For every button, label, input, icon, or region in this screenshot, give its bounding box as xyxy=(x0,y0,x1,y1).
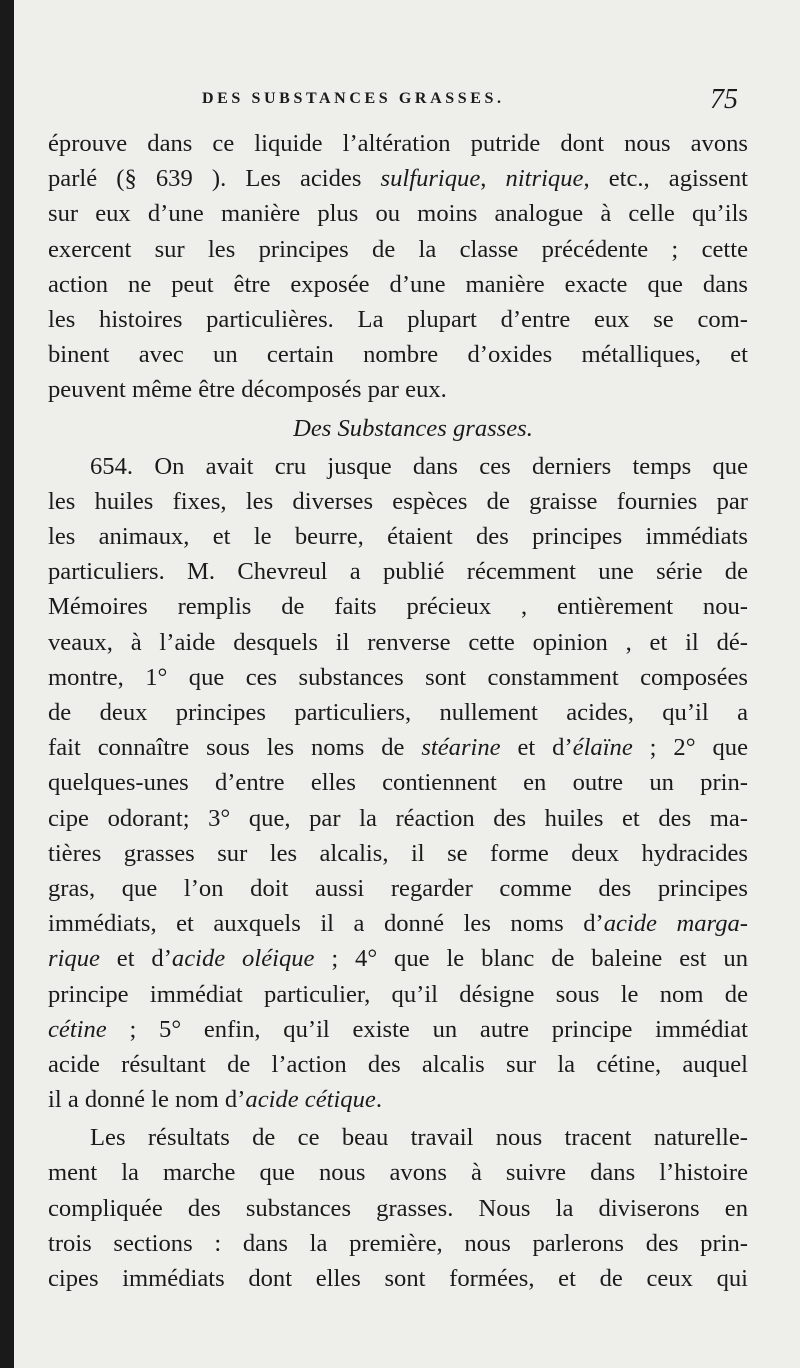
text-line: cipe odorant; 3° que, par la réaction des huiles et des ma- xyxy=(48,804,748,832)
text-run: et d’ xyxy=(500,734,573,762)
text-run: , etc., agissent xyxy=(583,165,749,193)
text-line xyxy=(48,1082,748,1117)
page-number: 75 xyxy=(710,84,738,115)
text-line: tières grasses sur les alcalis, il se forme deux hydracides xyxy=(48,839,748,867)
text-line xyxy=(48,730,748,765)
text-line xyxy=(48,941,748,976)
text-line: compliquée des substances grasses. Nous la diviserons en xyxy=(48,1194,748,1222)
italic-term: sulfurique xyxy=(380,165,481,193)
text-line: gras, que l’on doit aussi regarder comme des principes xyxy=(48,874,748,902)
text-run: , xyxy=(480,165,506,193)
text-line: Les résultats de ce beau travail nous tracent naturelle- xyxy=(90,1124,748,1152)
paragraph-3 xyxy=(48,1120,748,1296)
text-line: de deux principes particuliers, nullement acides, qu’il a xyxy=(48,699,748,726)
text-line xyxy=(48,161,748,196)
text-line: les huiles fixes, les diverses espèces de graisse fournies par xyxy=(48,487,748,515)
paragraph-1 xyxy=(48,126,748,408)
text-line: action ne peut être exposée d’une manière exacte que dans xyxy=(48,270,748,298)
italic-term: acide marga- xyxy=(603,910,748,938)
text-run: . xyxy=(375,1086,382,1114)
italic-term: acide cétique xyxy=(245,1086,376,1114)
text-line: les histoires particulières. La plupart d’entre eux se com- xyxy=(48,305,748,333)
italic-term: nitrique xyxy=(505,165,584,193)
text-line: cipes immédiats dont elles sont formées, et de ceux qui xyxy=(48,1265,748,1292)
italic-term: élaïne xyxy=(572,734,633,762)
text-line: quelques-unes d’entre elles contiennent en outre un prin- xyxy=(48,769,748,797)
text-line: binent avec un certain nombre d’oxides métalliques, et xyxy=(48,341,748,369)
italic-term: acide oléique xyxy=(171,945,315,973)
text-line: éprouve dans ce liquide l’altération putride dont nous avons xyxy=(48,130,748,157)
text-run: il a donné le nom d’ xyxy=(48,1086,246,1114)
text-line: exercent sur les principes de la classe précédente ; cette xyxy=(48,235,748,263)
text-line: trois sections : dans la première, nous parlerons des prin- xyxy=(48,1229,748,1257)
section-title: Des Substances grasses. xyxy=(293,414,533,442)
text-line: acide résultant de l’action des alcalis sur la cétine, auquel xyxy=(48,1050,748,1078)
paragraph-2 xyxy=(48,449,748,1118)
text-run: et d’ xyxy=(99,945,172,973)
text-line xyxy=(48,1012,748,1047)
text-run: ; 5° enfin, qu’il existe un autre principe immédiat xyxy=(106,1015,748,1043)
text-line: les animaux, et le beurre, étaient des principes immédiats xyxy=(48,523,748,551)
text-line: ment la marche que nous avons à suivre dans l’histoire xyxy=(48,1159,748,1187)
italic-term: stéarine xyxy=(421,734,501,762)
text-run: fait connaître sous les noms de xyxy=(48,734,422,762)
body-text xyxy=(48,126,748,1296)
text-run: ; 4° que le blanc de baleine est un xyxy=(314,945,748,973)
text-line: particuliers. M. Chevreul a publié récemment une série de xyxy=(48,558,748,586)
text-run: parlé (§ 639 ). Les acides xyxy=(48,165,381,193)
text-line: sur eux d’une manière plus ou moins analogue à celle qu’ils xyxy=(48,200,748,228)
text-line: 654. On avait cru jusque dans ces derniers temps que xyxy=(90,452,748,480)
text-line: montre, 1° que ces substances sont constamment composées xyxy=(48,663,748,691)
text-run: immédiats, et auxquels il a donné les noms d’ xyxy=(48,910,604,938)
text-run: ; 2° que xyxy=(632,734,748,762)
text-line: veaux, à l’aide desquels il renverse cette opinion , et il dé- xyxy=(48,628,748,656)
running-title: DES SUBSTANCES GRASSES. xyxy=(202,90,505,107)
text-line: peuvent même être décomposés par eux. xyxy=(48,376,447,404)
text-line xyxy=(48,906,748,941)
text-line: Mémoires remplis de faits précieux , entièrement nou- xyxy=(48,593,748,621)
page-header xyxy=(14,84,800,124)
text-line: principe immédiat particulier, qu’il désigne sous le nom de xyxy=(48,980,748,1008)
italic-term: rique xyxy=(48,945,100,973)
italic-term: cétine xyxy=(48,1015,107,1043)
